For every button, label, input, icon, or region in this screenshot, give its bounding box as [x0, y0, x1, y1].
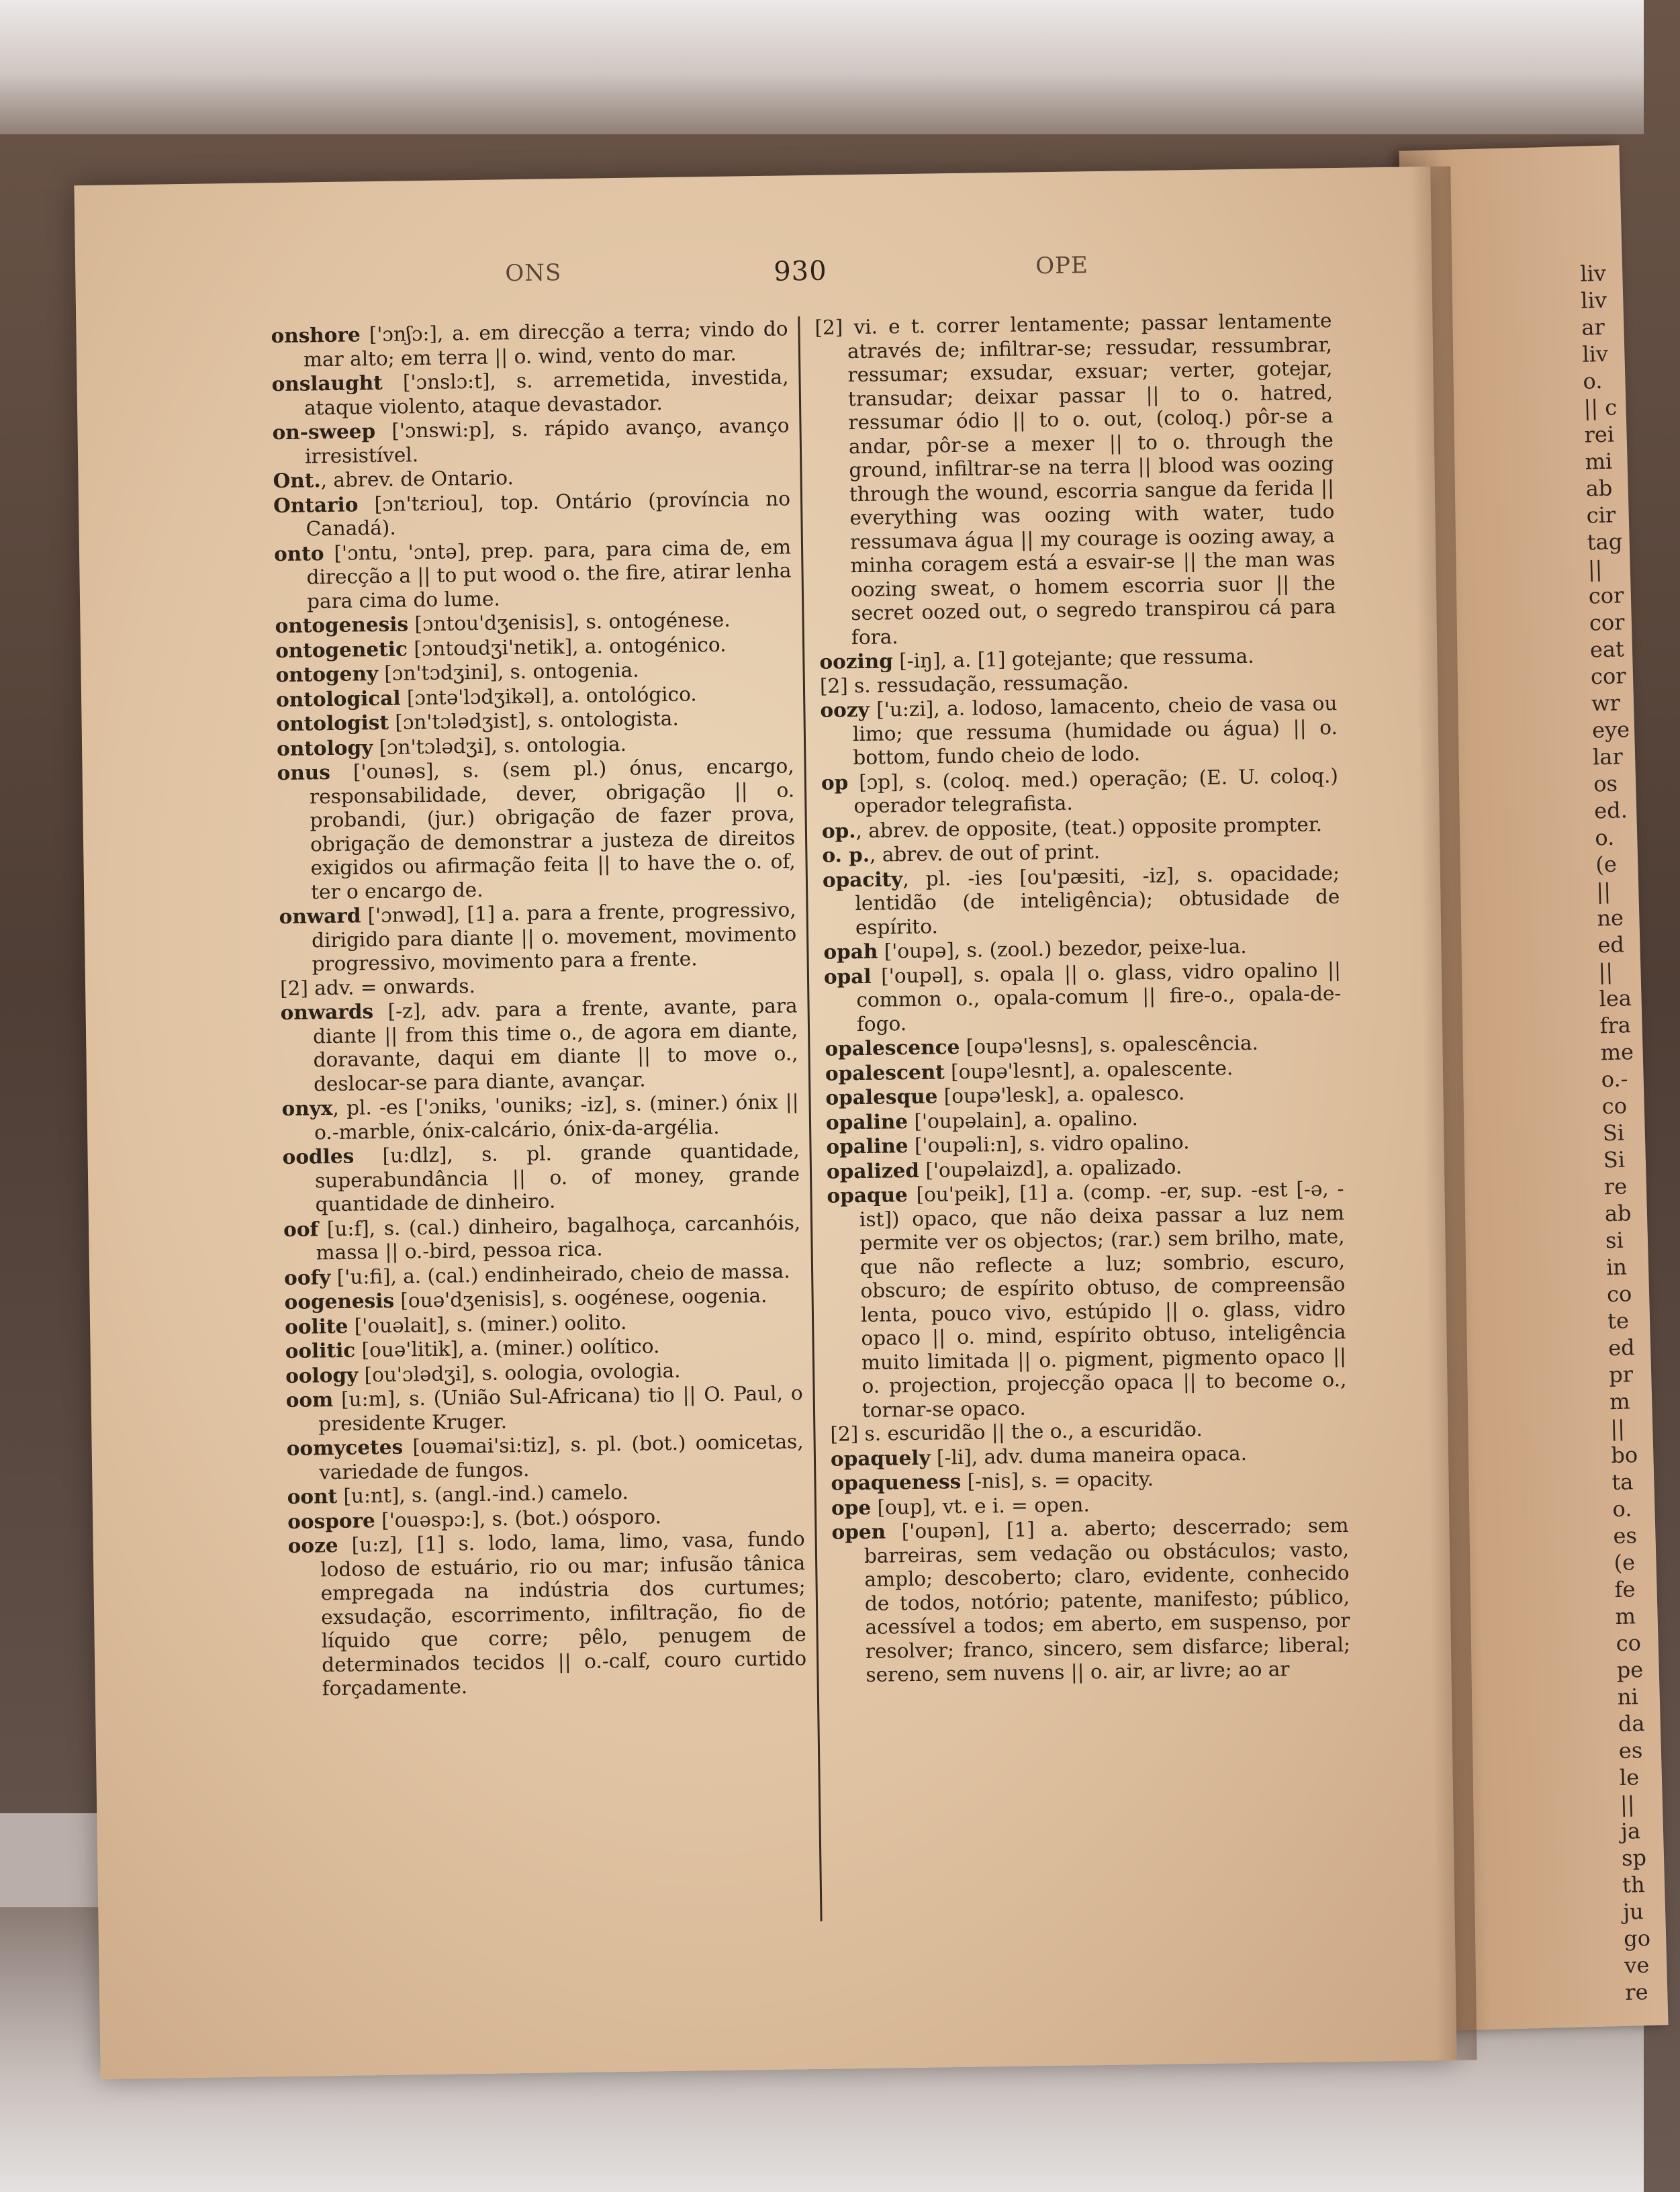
entry-headword: opaquely — [830, 1445, 931, 1471]
entry-definition: , abrev. de opposite, (teat.) opposite prompter. — [855, 812, 1323, 842]
dictionary-entry — [286, 1429, 804, 1485]
entry-definition: [ɔn'tɛriou], top. Ontário (província no Canadá). — [306, 486, 791, 541]
entry-definition: ['oupən], [1] a. aberto; descerrado; sem barreiras, sem vedação ou obstáculos; vasto, amplo; descoberto; claro, evidente, conhecido de todos, notório; patente, manifesto; público, acessível a todos; em aberto, em suspenso, por resolver; franco, sincero, sem disfarce; liberal; sereno, sem nuvens || o. air, ar livre; ao ar — [864, 1513, 1351, 1686]
right-column — [814, 309, 1350, 1688]
dictionary-entry — [281, 1089, 799, 1145]
dictionary-entry — [287, 1526, 806, 1701]
entry-definition: [2] s. ressudação, ressumação. — [819, 670, 1129, 698]
entry-definition: ['ouəspɔ:], s. (bot.) oósporo. — [375, 1504, 662, 1532]
entry-definition: , abrev. de out of print. — [869, 840, 1101, 866]
entry-definition: ['oupəl], s. opala || o. glass, vidro opalino || common o., opala-comum || fire-o., opala-de-fogo. — [856, 958, 1342, 1036]
entry-definition: , abrev. de Ontario. — [320, 466, 514, 492]
entry-headword: oozing — [819, 649, 894, 674]
entry-definition: [ouə'dʒenisis], s. oogénese, oogenia. — [393, 1283, 767, 1312]
entry-headword: ope — [831, 1495, 872, 1520]
entry-definition: [2] vi. e t. correr lentamente; passar lentamente através de; infiltrar-se; ressudar, ressumbrar, ressumar; exsudar, exsuar; verter, gotejar, transudar; deixar passar || to o. hatred, ressumar ódio || to o. out, (coloq.) pôr-se a andar, pôr-se a mexer || to o. through the ground, infiltrar-se na terra || blood was oozing through the wound, escorria sangue da ferida || everything was oozing with water, tudo ressumava água || my courage is oozing away, a minha coragem está a esvair-se || the man was oozing sweat, o homem escorria suor || the secret oozed out, o segredo transpirou cá para fora. — [814, 309, 1336, 649]
entry-definition: [oupə'lesk], a. opalesco. — [937, 1081, 1185, 1108]
entry-headword: oolite — [284, 1314, 348, 1338]
table-edge — [0, 1813, 107, 1907]
entry-headword: Ont. — [273, 468, 321, 493]
entry-definition: ['ouəlait], s. (miner.) oolito. — [348, 1310, 627, 1338]
page-number: 930 — [773, 255, 827, 287]
entry-headword: onus — [277, 760, 331, 785]
entry-headword: oodles — [282, 1144, 355, 1169]
dictionary-entry — [814, 309, 1336, 650]
entry-definition: ['ounəs], s. (sem pl.) ónus, encargo, responsabilidade, dever, obrigação || o. probandi, (jur.) obrigação de fazer prova, obrigação de demonstrar a justeza de direitos exigidos ou afirmação feita || to have the o. of, ter o encargo de. — [309, 754, 796, 903]
entry-headword: opalized — [826, 1158, 920, 1183]
entry-headword: oolitic — [285, 1338, 356, 1363]
entry-headword: onwards — [280, 999, 374, 1025]
entry-headword: onto — [273, 541, 324, 565]
dictionary-entry — [277, 753, 796, 905]
entry-definition: [u:nt], s. (angl.-ind.) camelo. — [336, 1480, 629, 1508]
entry-headword: open — [831, 1519, 886, 1544]
entry-headword: opaline — [825, 1109, 908, 1134]
entry-definition: [ɔn'tɔlədʒist], s. ontologista. — [388, 706, 679, 734]
dictionary-entry — [279, 897, 796, 976]
dictionary-entry — [820, 691, 1338, 770]
dictionary-entry — [283, 1210, 801, 1266]
entry-headword: opaline — [826, 1134, 908, 1158]
running-head-right: OPE — [1035, 252, 1089, 280]
entry-headword: opaque — [827, 1183, 908, 1207]
entry-headword: oospore — [287, 1508, 376, 1533]
entry-definition: [-nis], s. = opacity. — [960, 1467, 1154, 1493]
entry-definition: ['oupəlaizd], a. opalizado. — [919, 1154, 1182, 1182]
entry-headword: o. p. — [822, 842, 870, 867]
entry-definition: [ɔntou'dʒenisis], s. ontogénese. — [408, 608, 731, 636]
entry-headword: onward — [279, 903, 361, 929]
entry-definition: [ou'ɔlədʒi], s. oologia, ovologia. — [357, 1359, 681, 1387]
entry-definition: ['oupə], s. (zool.) bezedor, peixe-lua. — [878, 934, 1247, 963]
entry-definition: [-z], adv. para a frente, avante, para diante || from this time o., de agora em diante, doravante, daqui em diante || to move o., deslocar-se para diante, avançar. — [312, 994, 798, 1095]
entry-definition: , pl. -es ['ɔniks, 'ouniks; -iz], s. (miner.) ónix || o.-marble, ónix-calcário, ónix-da-argélia. — [314, 1090, 799, 1144]
entry-headword: opah — [823, 939, 878, 964]
entry-definition: [ɔn'tɔlədʒi], s. ontologia. — [372, 732, 627, 759]
dictionary-entry — [271, 316, 788, 372]
entry-headword: opalesque — [825, 1084, 938, 1109]
dictionary-entry — [831, 1513, 1350, 1688]
dictionary-entry — [285, 1381, 803, 1436]
entry-definition: [u:z], [1] s. lodo, lama, limo, vasa, fundo lodoso de estuário, rio ou mar; infusão tânica empregada na indústria dos curtumes; exsudação, escorrimento, infiltração, fio de líquido que corre; pêlo, penugem de determinados tecidos || o.-calf, couro curtido forçadamente. — [320, 1527, 807, 1700]
entry-headword: oont — [287, 1483, 338, 1508]
dictionary-entry — [821, 764, 1339, 819]
entry-definition: [-iŋ], a. [1] gotejante; que ressuma. — [892, 644, 1254, 673]
background-wall — [0, 0, 1644, 134]
entry-headword: opaqueness — [831, 1469, 962, 1495]
entry-headword: onyx — [281, 1095, 333, 1121]
dictionary-entry — [824, 958, 1342, 1037]
entry-headword: onshore — [271, 322, 361, 348]
entry-headword: onslaught — [271, 370, 383, 396]
dictionary-entry — [274, 535, 792, 614]
entry-headword: ontogenetic — [275, 636, 408, 662]
entry-definition: [ou'peik], [1] a. (comp. -er, sup. -est [-ə, -ist]) opaco, que não deixa passar a luz nem permite ver os objectos; (rar.) sem brilho, mate, que não reflecte a luz; sombrio, escuro, obscuro; de espírito obtuso, de compreensão lenta, pouco vivo, estúpido || o. glass, vidro opaco || o. mind, espírito obtuso, inteligência muito limitada || o. pigment, pigmento opaco || o. projection, projecção opaca || to become o., tornar-se opaco. — [859, 1177, 1347, 1422]
entry-headword: oof — [283, 1216, 319, 1241]
entry-definition: [ouə'litik], a. (miner.) oolítico. — [355, 1334, 660, 1362]
entry-definition: ['oupəlain], a. opalino. — [907, 1106, 1139, 1133]
entry-headword: op — [821, 770, 849, 794]
entry-definition: ['ɔnswi:p], s. rápido avanço, avanço irresistível. — [304, 414, 790, 467]
entry-headword: opacity — [822, 866, 903, 892]
entry-definition: [oup], vt. e i. = open. — [870, 1492, 1090, 1519]
entry-definition: [u:m], s. (União Sul-Africana) tio || O. Paul, o presidente Kruger. — [318, 1381, 803, 1435]
entry-definition: , pl. -ies [ou'pæsiti, -iz], s. opacidade; lentidão (de inteligência); obtusidade de espírito. — [855, 861, 1340, 939]
entry-definition: [ɔn'tɔdʒini], s. ontogenia. — [377, 658, 639, 685]
entry-definition: [ɔntə'lɔdʒikəl], a. ontológico. — [400, 682, 697, 710]
dictionary-entry — [827, 1177, 1347, 1423]
dictionary-entry — [273, 486, 791, 542]
entry-headword: ontologist — [276, 710, 389, 736]
dictionary-entry — [271, 365, 789, 420]
entry-definition: ['ɔntu, 'ɔntə], prep. para, para cima de, em direcção a || to put wood o. the fire, atirar lenha para cima do lume. — [306, 535, 792, 612]
dictionary-entry — [282, 1138, 800, 1217]
entry-definition: ['u:zi], a. lodoso, lamacento, cheio de vasa ou limo; que ressuma (humidade ou água) || o. bottom, fundo cheio de lodo. — [852, 692, 1338, 770]
entry-headword: opalescent — [825, 1059, 945, 1085]
entry-definition: [oupə'lesnt], a. opalescente. — [944, 1056, 1233, 1083]
entry-definition: [u:dlz], s. pl. grande quantidade, superabundância || o. of money, grande quantidade de dinheiro. — [314, 1138, 800, 1216]
entry-headword: on-sweep — [272, 419, 376, 445]
entry-definition: [2] adv. = onwards. — [279, 974, 476, 1000]
entry-headword: ontogenesis — [275, 612, 409, 638]
entry-definition: [2] s. escuridão || the o., a escuridão. — [830, 1417, 1203, 1446]
entry-headword: op. — [821, 818, 856, 843]
entry-headword: ontological — [275, 686, 401, 711]
entry-headword: oom — [285, 1387, 334, 1412]
entry-definition: ['ɔnʃɔ:], a. em direcção a terra; vindo do mar alto; em terra || o. wind, vento do mar. — [303, 317, 788, 371]
left-column — [271, 316, 807, 1701]
dictionary-entry — [280, 993, 798, 1097]
entry-headword: ontology — [276, 735, 373, 760]
dictionary-entry — [823, 861, 1340, 940]
entry-headword: Ontario — [273, 492, 359, 517]
entry-headword: oogenesis — [284, 1288, 395, 1314]
dictionary-page — [74, 167, 1456, 2079]
entry-definition: [u:f], s. (cal.) dinheiro, bagalhoça, carcanhóis, massa || o.-bird, pessoa rica. — [316, 1210, 801, 1265]
dictionary-entry — [272, 413, 790, 469]
entry-definition: [oupə'lesns], s. opalescência. — [960, 1031, 1259, 1058]
entry-headword: ontogeny — [275, 661, 379, 687]
entry-definition: [ɔp], s. (coloq. med.) operação; (E. U. coloq.) operador telegrafista. — [848, 764, 1339, 818]
entry-headword: oomycetes — [286, 1434, 404, 1461]
entry-definition: [-li], adv. duma maneira opaca. — [930, 1441, 1248, 1469]
running-head-left: ONS — [505, 259, 562, 287]
entry-headword: ooze — [287, 1533, 338, 1557]
entry-definition: ['ɔnwəd], [1] a. para a frente, progressivo, dirigido para diante || o. movement, movimento progressivo, movimento para a frente. — [311, 898, 797, 976]
entry-headword: opalescence — [825, 1034, 960, 1060]
facing-page-text: liv liv ar liv o. || c rei mi ab cir tag || cor cor eat cor wr eye lar os ed. o. (e || ne ed || lea fra me o.- co Si Si re ab si in co te ed pr m || bo ta o. es (e fe m co pe ni da es le || ja sp th ju go ve re — [1579, 260, 1651, 2005]
entry-headword: oology — [285, 1363, 359, 1387]
entry-headword: opal — [823, 964, 872, 989]
entry-definition: ['u:fi], a. (cal.) endinheirado, cheio de massa. — [330, 1259, 790, 1289]
entry-headword: oozy — [820, 697, 870, 722]
entry-definition: [ɔntoudʒi'netik], a. ontogénico. — [407, 633, 727, 660]
entry-definition: [ouəmai'si:tiz], s. pl. (bot.) oomicetas, variedade de fungos. — [318, 1430, 804, 1483]
entry-definition: ['ɔnslɔ:t], s. arremetida, investida, ataque violento, ataque devastador. — [304, 365, 789, 419]
entry-headword: oofy — [283, 1265, 331, 1289]
entry-definition: ['oupəli:n], s. vidro opalino. — [908, 1130, 1190, 1158]
